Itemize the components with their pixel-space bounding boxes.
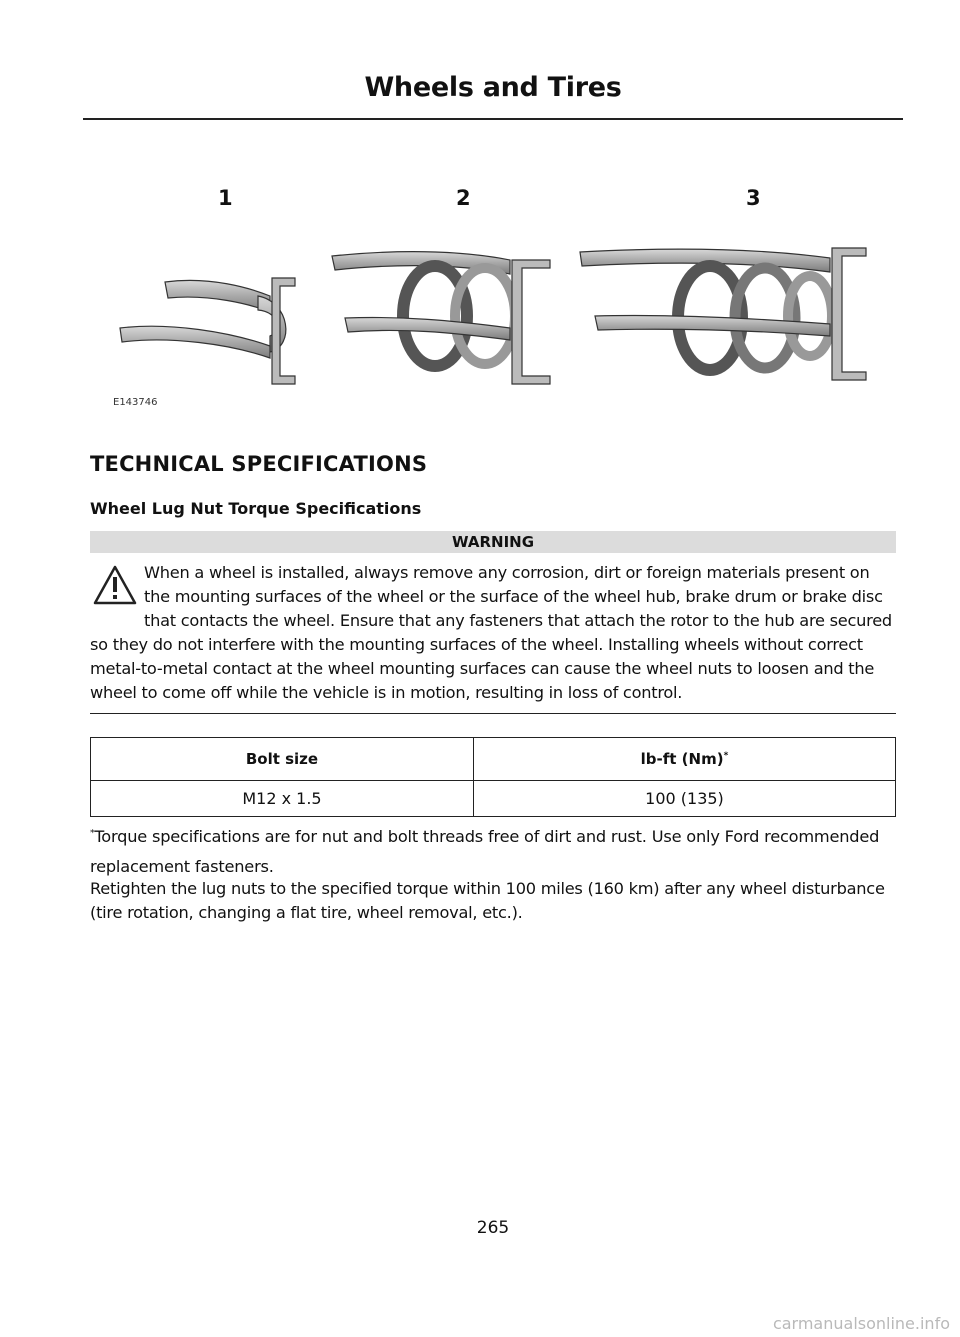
retighten-paragraph: Retighten the lug nuts to the specified torque within 100 miles (160 km) after any wheel disturbance (tire rotation, changing a flat tire, wheel removal, etc.). <box>90 879 885 922</box>
subsection-heading: Wheel Lug Nut Torque Specifications <box>90 499 422 518</box>
step-1-drawing <box>120 278 295 384</box>
figure-label-3: 3 <box>746 186 761 210</box>
table-header-torque-label: lb-ft (Nm) <box>640 750 724 768</box>
table-header-torque <box>473 738 895 781</box>
warning-divider <box>90 713 896 714</box>
table-footnote <box>90 822 896 882</box>
page-number: 265 <box>476 1218 510 1238</box>
strap-wrap-illustration <box>110 236 880 396</box>
footnote-marker: * <box>90 828 95 839</box>
table-header-row <box>91 738 896 781</box>
warning-text <box>90 561 900 705</box>
figure-label-1: 1 <box>218 186 233 210</box>
warning-label: WARNING <box>90 531 896 553</box>
footnote-text: Torque specifications are for nut and bolt threads free of dirt and rust. Use only Ford recommended replacement fasteners. <box>90 827 880 876</box>
table-cell-torque: 100 (135) <box>473 781 895 817</box>
watermark: carmanualsonline.info <box>772 1314 950 1333</box>
table-row <box>91 781 896 817</box>
step-3-drawing <box>580 248 866 380</box>
figure-label-2: 2 <box>456 186 471 210</box>
figure-code: E143746 <box>113 397 158 408</box>
step-2-drawing <box>332 252 550 384</box>
warning-body: When a wheel is installed, always remove any corrosion, dirt or foreign materials present on the mounting surfaces of the wheel or the surface of the wheel hub, brake drum or brake disc that contacts the wheel. Ensure that any fasteners that attach the rotor to the hub are secured so they do not interfere with the mounting surfaces of the wheel. Installing wheels without correct metal-to-metal contact at the wheel mounting surfaces can cause the wheel nuts to loosen and the wheel to come off while the vehicle is in motion, resulting in loss of control. <box>90 563 892 702</box>
section-heading: TECHNICAL SPECIFICATIONS <box>90 452 428 476</box>
title-divider <box>83 118 903 120</box>
page-title: Wheels and Tires <box>364 72 622 103</box>
footnote-marker: * <box>723 751 729 761</box>
table-header-bolt-size: Bolt size <box>91 738 474 781</box>
warning-icon-spacer <box>90 561 144 633</box>
torque-spec-table <box>90 737 896 817</box>
table-cell-bolt-size: M12 x 1.5 <box>91 781 474 817</box>
